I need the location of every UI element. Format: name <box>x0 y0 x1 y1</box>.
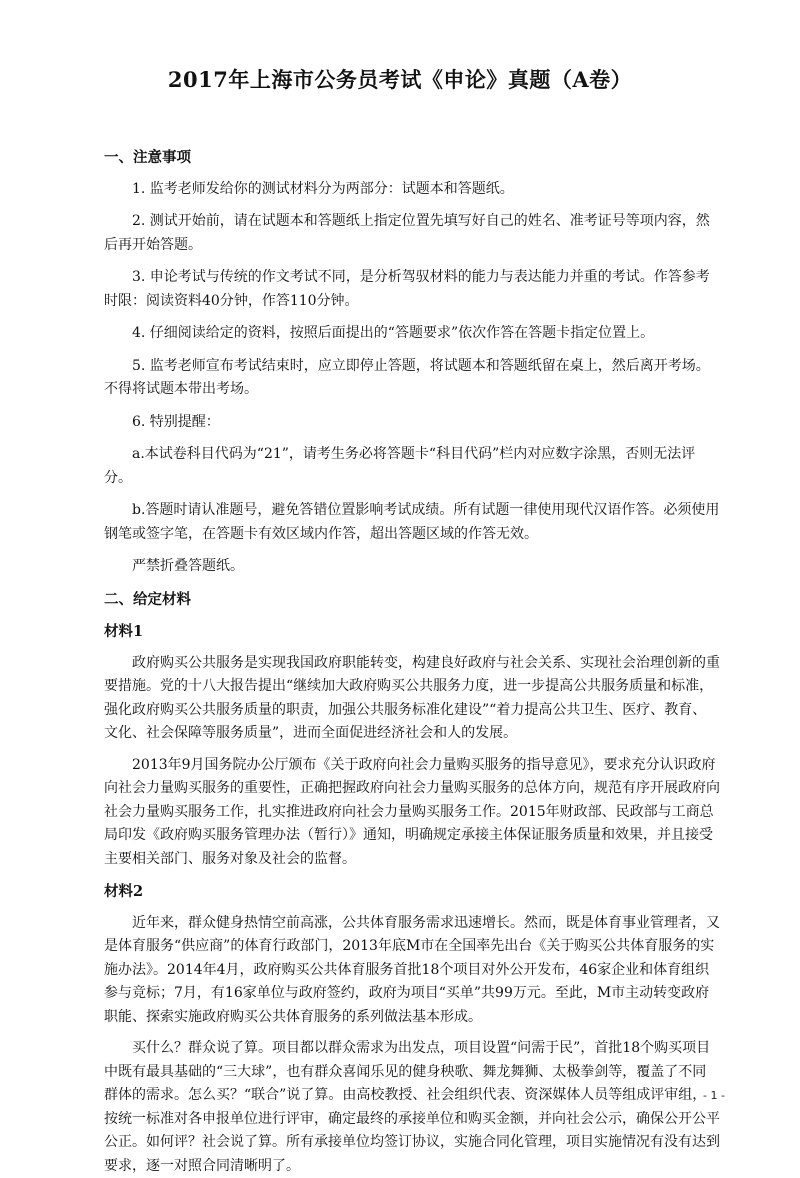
reminder-item: 严禁折叠答题纸。 <box>132 558 244 574</box>
material-paragraph: 2013年9月国务院办公厅颁布《关于政府向社会力量购买服务的指导意见》，要求充分认识政府向社会力量购买服务的重要性，正确把握政府向社会力量购买服务的总体方向，规范有序开展政府向社会力量购买服务工作，扎实推进政府向社会力量购买服务工作。2015年财政部、民政部与工商总局印发《政府购买服务管理办法（暂行）》通知，明确规定承接主体保证服务质量和效果，并且接受主要相关部门、服务对象及社会的监督。 <box>104 756 720 867</box>
material-2-heading: 材料2 <box>104 883 144 900</box>
page-title: 2017年上海市公务员考试《申论》真题（A卷） <box>167 67 633 92</box>
material-paragraph: 近年来，群众健身热情空前高涨，公共体育服务需求迅速增长。然而，既是体育事业管理者，又是体育服务“供应商”的体育行政部门，2013年底M市在全国率先出台《关于购买公共体育服务的实施办法》。2014年4月，政府购买公共体育服务首批18个项目对外公开发布，46家企业和体育组织参与竞标；7月，有16家单位与政府签约，政府为项目“买单”共99万元。至此，M市主动转变政府职能、探索实施政府购买公共体育服务的系列做法基本形成。 <box>104 914 720 1025</box>
note-item: 1. 监考老师发给你的测试材料分为两部分：试题本和答题纸。 <box>132 180 514 197</box>
reminder-item: b.答题时请认准题号，避免答错位置影响考试成绩。所有试题一律使用现代汉语作答。必须使用钢笔或签字笔，在答题卡有效区域内作答，超出答题区域的作答无效。 <box>104 502 720 542</box>
page-number: - 1 - <box>703 1089 725 1102</box>
note-item: 3. 申论考试与传统的作文考试不同，是分析驾驭材料的能力与表达能力并重的考试。作答参考时限：阅读资料40分钟，作答110分钟。 <box>104 269 710 309</box>
section-heading-notes: 一、注意事项 <box>104 149 191 166</box>
note-item: 2. 测试开始前，请在试题本和答题纸上指定位置先填写好自己的姓名、准考证号等项内容，然后再开始答题。 <box>104 213 710 253</box>
note-item: 6. 特别提醒： <box>132 413 220 430</box>
note-item: 4. 仔细阅读给定的资料，按照后面提出的“答题要求”依次作答在答题卡指定位置上。 <box>132 325 655 341</box>
note-item: 5. 监考老师宣布考试结束时，应立即停止答题，将试题本和答题纸留在桌上，然后离开考场。不得将试题本带出考场。 <box>104 357 710 397</box>
material-paragraph: 买什么？群众说了算。项目都以群众需求为出发点，项目设置“问需于民”，首批18个购买项目中既有最具基础的“三大球”，也有群众喜闻乐见的健身秧歌、舞龙舞狮、太极拳剑等，覆盖了不同群体的需求。怎么买？“联合”说了算。由高校教授、社会组织代表、资深媒体人员等组成评审组，按统一标准对各申报单位进行评审，确定最终的承接单位和购买金额，并向社会公示，确保公开公平公正。如何评？社会说了算。所有承接单位均签订协议，实施合同化管理，项目实施情况有没有达到要求，逐一对照合同清晰明了。 <box>104 1040 720 1174</box>
section-heading-materials: 二、给定材料 <box>104 590 191 608</box>
material-1-heading: 材料1 <box>104 623 144 640</box>
material-paragraph: 政府购买公共服务是实现我国政府职能转变，构建良好政府与社会关系、实现社会治理创新的重要措施。党的十八大报告提出“继续加大政府购买公共服务力度，进一步提高公共服务质量和标准，强化政府购买公共服务质量的职责，加强公共服务标准化建设”“着力提高公共卫生、医疗、教育、文化、社会保障等服务质量”，进而全面促进经济社会和人的发展。 <box>104 654 720 741</box>
document-body <box>104 146 720 1178</box>
reminder-item: a.本试卷科目代码为“21”，请考生务必将答题卡“科目代码”栏内对应数字涂黑，否则无法评分。 <box>104 446 696 486</box>
